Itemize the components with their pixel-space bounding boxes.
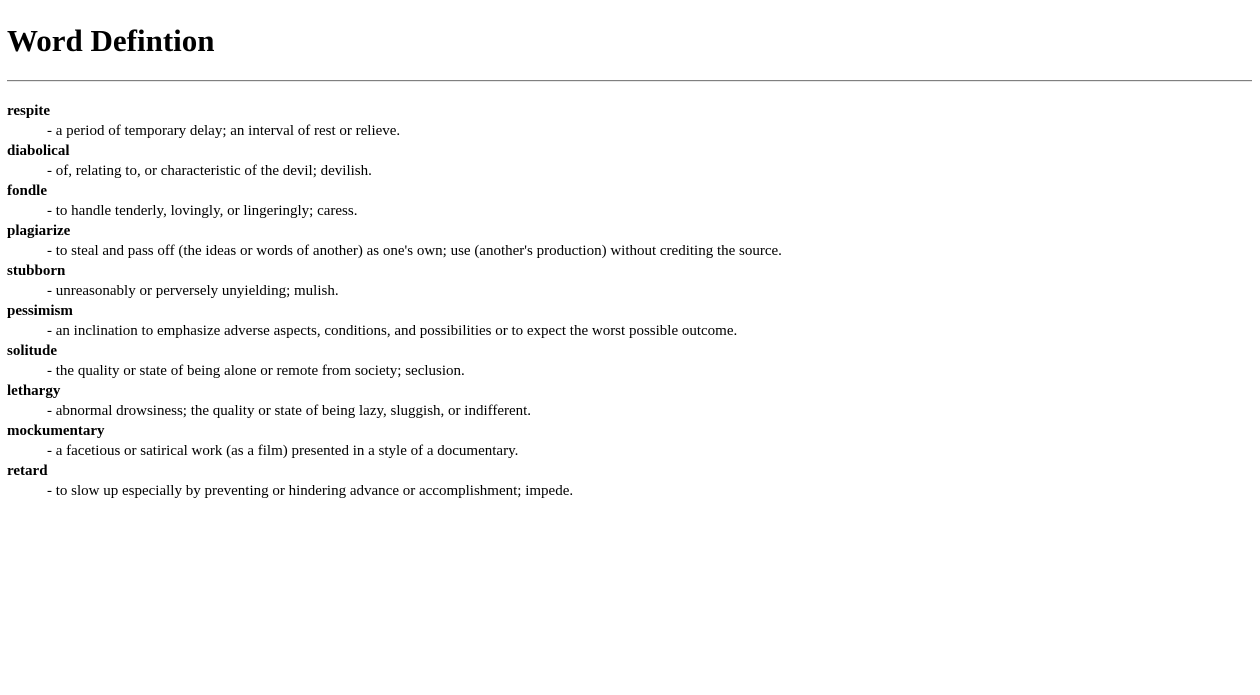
term-diabolical: diabolical (7, 143, 70, 159)
definition-solitude: - the quality or state of being alone or remote from society; seclusion. (47, 363, 465, 379)
definition-pessimism: - an inclination to emphasize adverse aspects, conditions, and possibilities or to expect the worst possible outcome. (47, 323, 738, 339)
title-divider (7, 80, 1252, 82)
term-retard: retard (7, 463, 48, 479)
definition-fondle: - to handle tenderly, lovingly, or lingeringly; caress. (47, 203, 358, 219)
definition-plagiarize: - to steal and pass off (the ideas or words of another) as one's own; use (another's production) without crediting the source. (47, 243, 782, 259)
term-respite: respite (7, 103, 51, 119)
definition-retard: - to slow up especially by preventing or hindering advance or accomplishment; impede. (47, 483, 574, 499)
term-stubborn: stubborn (7, 263, 66, 279)
term-mockumentary: mockumentary (7, 423, 105, 439)
term-pessimism: pessimism (7, 303, 73, 319)
page-title: Word Defintion (7, 23, 215, 58)
term-fondle: fondle (7, 183, 48, 199)
definition-lethargy: - abnormal drowsiness; the quality or state of being lazy, sluggish, or indifferent. (47, 403, 532, 419)
term-plagiarize: plagiarize (7, 223, 71, 239)
definition-diabolical: - of, relating to, or characteristic of the devil; devilish. (47, 163, 372, 179)
definition-respite: - a period of temporary delay; an interval of rest or relieve. (47, 123, 401, 139)
definition-mockumentary: - a facetious or satirical work (as a film) presented in a style of a documentary. (47, 443, 519, 459)
definition-list (7, 101, 1252, 501)
term-lethargy: lethargy (7, 383, 61, 399)
definition-stubborn: - unreasonably or perversely unyielding; mulish. (47, 283, 339, 299)
term-solitude: solitude (7, 343, 58, 359)
